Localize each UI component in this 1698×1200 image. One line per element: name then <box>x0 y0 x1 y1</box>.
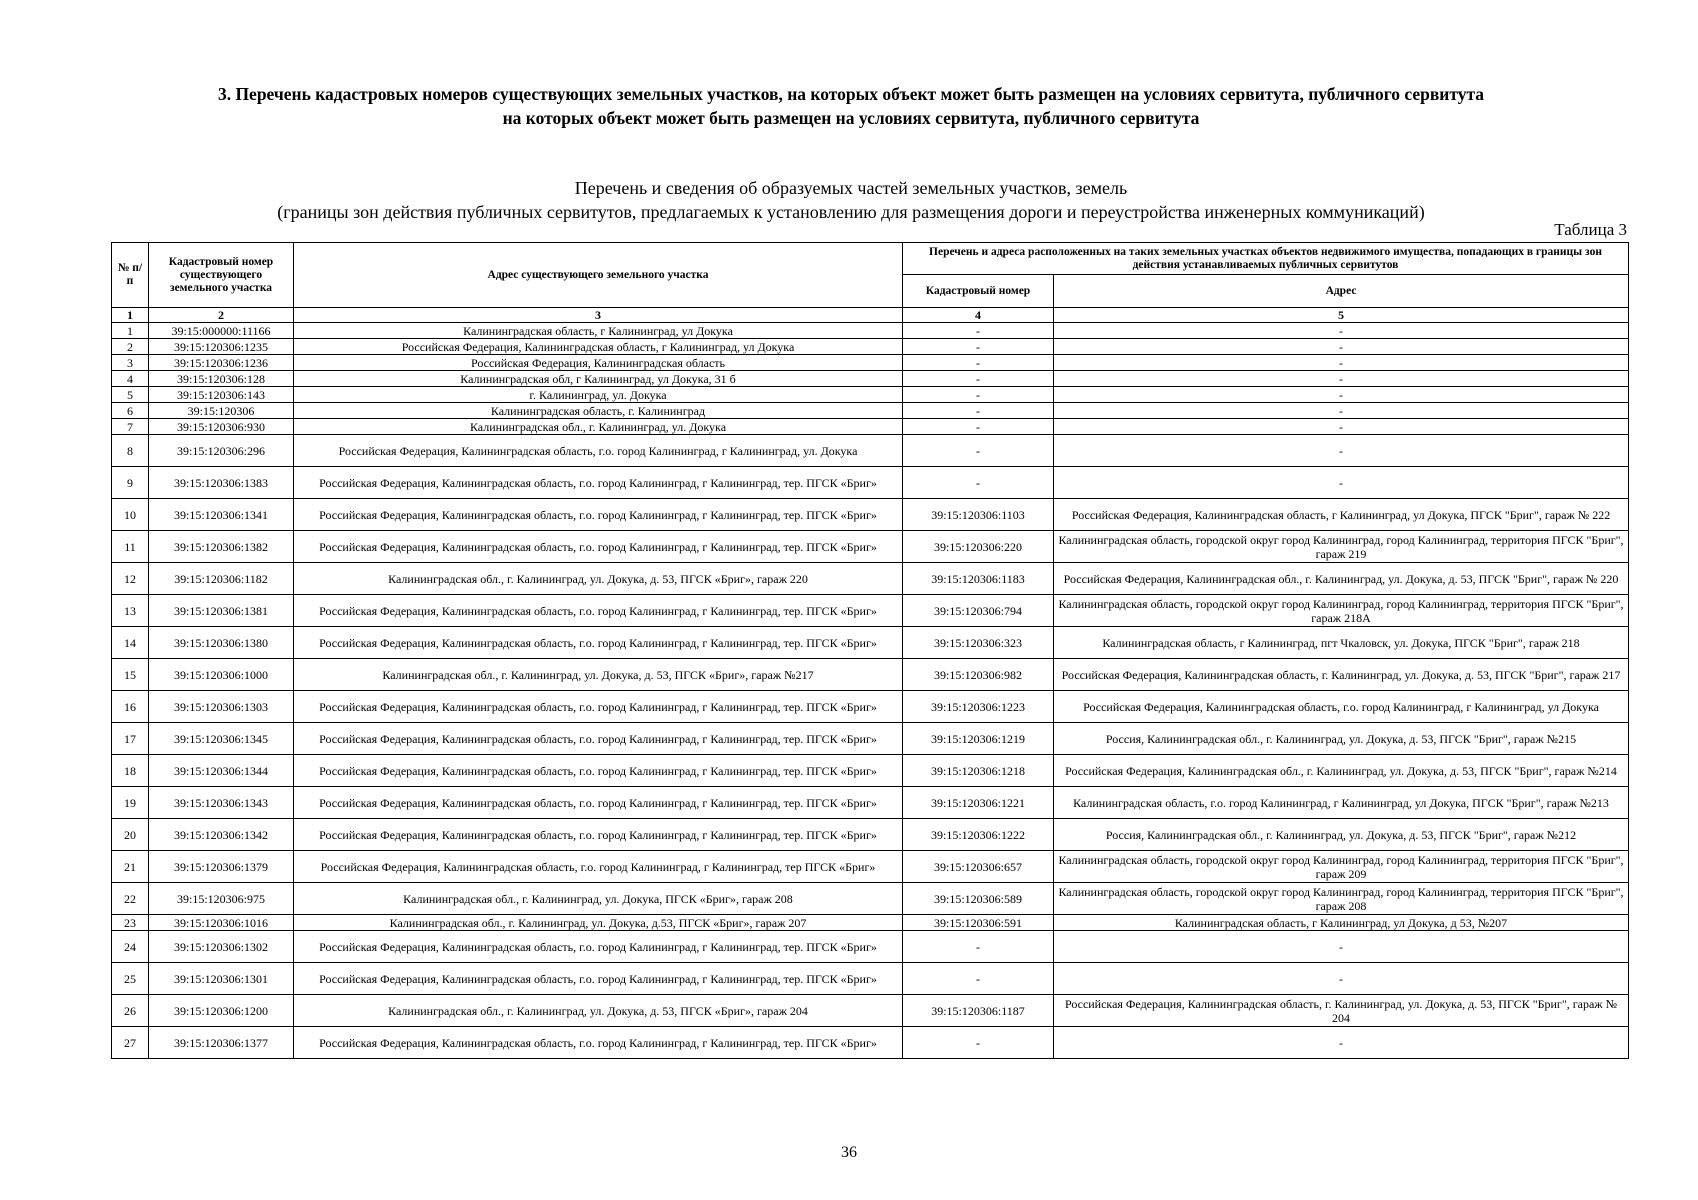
row-number-cell: 17 <box>112 723 149 755</box>
header-address: Адрес существующего земельного участка <box>294 243 903 308</box>
table-row <box>112 339 1629 355</box>
parcel-address-cell: Калининградская обл., г. Калининград, ул. Докука <box>294 419 903 435</box>
parcel-address-cell: Российская Федерация, Калининградская область, г.о. город Калининград, г Калининград, ул. Докука <box>294 435 903 467</box>
object-address-cell: - <box>1054 323 1629 339</box>
object-cadastral-cell: - <box>903 355 1054 371</box>
header-obj-cadastral: Кадастровый номер <box>903 275 1054 308</box>
table-row <box>112 563 1629 595</box>
object-address-cell: Российская Федерация, Калининградская область, г. Калининград, ул. Докука, д. 53, ПГСК "Бриг", гараж № 204 <box>1054 995 1629 1027</box>
object-cadastral-cell: - <box>903 467 1054 499</box>
object-address-cell: Российская Федерация, Калининградская обл., г. Калининград, ул. Докука, д. 53, ПГСК "Бриг", гараж № 220 <box>1054 563 1629 595</box>
cadastral-number-cell: 39:15:120306:1380 <box>149 627 294 659</box>
parcel-address-cell: Калининградская обл., г. Калининград, ул. Докука, д.53, ПГСК «Бриг», гараж 207 <box>294 915 903 931</box>
object-address-cell: - <box>1054 467 1629 499</box>
parcel-address-cell: Российская Федерация, Калининградская область, г.о. город Калининград, г Калининград, тер. ПГСК «Бриг» <box>294 931 903 963</box>
object-cadastral-cell: 39:15:120306:982 <box>903 659 1054 691</box>
cadastral-number-cell: 39:15:120306:1343 <box>149 787 294 819</box>
object-address-cell: Калининградская область, городской округ город Калининград, город Калининград, территория ПГСК "Бриг", гараж 209 <box>1054 851 1629 883</box>
table-subtitle <box>110 176 1592 224</box>
object-cadastral-cell: 39:15:120306:657 <box>903 851 1054 883</box>
column-number: 2 <box>149 308 294 323</box>
object-cadastral-cell: - <box>903 403 1054 419</box>
object-cadastral-cell: 39:15:120306:1183 <box>903 563 1054 595</box>
object-cadastral-cell: 39:15:120306:591 <box>903 915 1054 931</box>
row-number-cell: 9 <box>112 467 149 499</box>
section-heading-line1: 3. Перечень кадастровых номеров существующих земельных участков, на которых объект может быть размещен на условиях сервитута, публичного сервитута <box>217 84 1485 104</box>
object-cadastral-cell: - <box>903 323 1054 339</box>
table-row <box>112 467 1629 499</box>
column-number: 5 <box>1054 308 1629 323</box>
cadastral-number-cell: 39:15:120306:930 <box>149 419 294 435</box>
object-address-cell: Российская Федерация, Калининградская область, г.о. город Калининград, г Калининград, ул Докука <box>1054 691 1629 723</box>
cadastral-number-cell: 39:15:120306:1383 <box>149 467 294 499</box>
object-cadastral-cell: 39:15:120306:1103 <box>903 499 1054 531</box>
table-row <box>112 435 1629 467</box>
row-number-cell: 13 <box>112 595 149 627</box>
row-number-cell: 16 <box>112 691 149 723</box>
cadastral-number-cell: 39:15:120306:1344 <box>149 755 294 787</box>
object-cadastral-cell: 39:15:120306:323 <box>903 627 1054 659</box>
section-heading-line2: на которых объект может быть размещен на условиях сервитута, публичного сервитута <box>502 108 1200 128</box>
cadastral-number-cell: 39:15:120306:1200 <box>149 995 294 1027</box>
cadastral-number-cell: 39:15:120306:975 <box>149 883 294 915</box>
row-number-cell: 7 <box>112 419 149 435</box>
row-number-cell: 8 <box>112 435 149 467</box>
table-row <box>112 355 1629 371</box>
row-number-cell: 15 <box>112 659 149 691</box>
table-label: Таблица 3 <box>1554 220 1627 239</box>
object-address-cell: Россия, Калининградская обл., г. Калининград, ул. Докука, д. 53, ПГСК "Бриг", гараж №212 <box>1054 819 1629 851</box>
table-row <box>112 531 1629 563</box>
cadastral-number-cell: 39:15:120306:1182 <box>149 563 294 595</box>
cadastral-number-cell: 39:15:120306:1382 <box>149 531 294 563</box>
row-number-cell: 25 <box>112 963 149 995</box>
table-row <box>112 323 1629 339</box>
table-row <box>112 995 1629 1027</box>
table-row <box>112 627 1629 659</box>
parcel-address-cell: Российская Федерация, Калининградская область <box>294 355 903 371</box>
parcel-address-cell: Российская Федерация, Калининградская область, г Калининград, ул Докука <box>294 339 903 355</box>
row-number-cell: 14 <box>112 627 149 659</box>
row-number-cell: 10 <box>112 499 149 531</box>
object-address-cell: - <box>1054 963 1629 995</box>
cadastral-number-cell: 39:15:000000:11166 <box>149 323 294 339</box>
parcel-address-cell: Российская Федерация, Калининградская область, г.о. город Калининград, г Калининград, тер. ПГСК «Бриг» <box>294 467 903 499</box>
parcel-address-cell: Российская Федерация, Калининградская область, г.о. город Калининград, г Калининград, тер ПГСК «Бриг» <box>294 851 903 883</box>
object-address-cell: - <box>1054 419 1629 435</box>
row-number-cell: 1 <box>112 323 149 339</box>
table-row <box>112 371 1629 387</box>
table-row <box>112 787 1629 819</box>
parcel-address-cell: Российская Федерация, Калининградская область, г.о. город Калининград, г Калининград, тер. ПГСК «Бриг» <box>294 723 903 755</box>
object-address-cell: Россия, Калининградская обл., г. Калининград, ул. Докука, д. 53, ПГСК "Бриг", гараж №215 <box>1054 723 1629 755</box>
cadastral-number-cell: 39:15:120306:1302 <box>149 931 294 963</box>
row-number-cell: 2 <box>112 339 149 355</box>
object-cadastral-cell: - <box>903 339 1054 355</box>
object-cadastral-cell: 39:15:120306:589 <box>903 883 1054 915</box>
object-address-cell: Российская Федерация, Калининградская обл., г. Калининград, ул. Докука, д. 53, ПГСК "Бриг", гараж №214 <box>1054 755 1629 787</box>
row-number-cell: 5 <box>112 387 149 403</box>
table-row <box>112 963 1629 995</box>
cadastral-number-cell: 39:15:120306:1016 <box>149 915 294 931</box>
row-number-cell: 19 <box>112 787 149 819</box>
row-number-cell: 4 <box>112 371 149 387</box>
parcel-address-cell: Российская Федерация, Калининградская область, г.о. город Калининград, г Калининград, тер. ПГСК «Бриг» <box>294 963 903 995</box>
table-row <box>112 419 1629 435</box>
table-row <box>112 915 1629 931</box>
parcels-table <box>111 242 1629 1059</box>
parcel-address-cell: Российская Федерация, Калининградская область, г.о. город Калининград, г Калининград, тер. ПГСК «Бриг» <box>294 755 903 787</box>
cadastral-number-cell: 39:15:120306:1377 <box>149 1027 294 1059</box>
object-cadastral-cell: 39:15:120306:1222 <box>903 819 1054 851</box>
row-number-cell: 21 <box>112 851 149 883</box>
object-cadastral-cell: - <box>903 387 1054 403</box>
object-address-cell: Калининградская область, г Калининград, ул Докука, д 53, №207 <box>1054 915 1629 931</box>
row-number-cell: 22 <box>112 883 149 915</box>
object-cadastral-cell: 39:15:120306:1219 <box>903 723 1054 755</box>
object-address-cell: Российская Федерация, Калининградская область, г. Калининград, ул. Докука, д. 53, ПГСК "Бриг", гараж 217 <box>1054 659 1629 691</box>
header-objects-group: Перечень и адреса расположенных на таких земельных участках объектов недвижимого имущества, попадающих в границы зон действия устанавливаемых публичных сервитутов <box>903 243 1629 275</box>
table-row <box>112 595 1629 627</box>
table-row <box>112 819 1629 851</box>
object-address-cell: Российская Федерация, Калининградская область, г Калининград, ул Докука, ПГСК "Бриг", гараж № 222 <box>1054 499 1629 531</box>
parcel-address-cell: Калининградская обл, г Калининград, ул Докука, 31 б <box>294 371 903 387</box>
row-number-cell: 6 <box>112 403 149 419</box>
object-cadastral-cell: 39:15:120306:220 <box>903 531 1054 563</box>
object-cadastral-cell: 39:15:120306:1221 <box>903 787 1054 819</box>
cadastral-number-cell: 39:15:120306:1000 <box>149 659 294 691</box>
cadastral-number-cell: 39:15:120306:1341 <box>149 499 294 531</box>
object-address-cell: Калининградская область, г Калининград, пгт Чкаловск, ул. Докука, ПГСК "Бриг", гараж 218 <box>1054 627 1629 659</box>
column-number: 1 <box>112 308 149 323</box>
column-numbers-row <box>112 308 1629 323</box>
cadastral-number-cell: 39:15:120306:143 <box>149 387 294 403</box>
table-row <box>112 387 1629 403</box>
object-cadastral-cell: - <box>903 1027 1054 1059</box>
row-number-cell: 3 <box>112 355 149 371</box>
parcel-address-cell: Российская Федерация, Калининградская область, г.о. город Калининград, г Калининград, тер. ПГСК «Бриг» <box>294 627 903 659</box>
table-row <box>112 755 1629 787</box>
object-address-cell: - <box>1054 931 1629 963</box>
cadastral-number-cell: 39:15:120306:1342 <box>149 819 294 851</box>
object-cadastral-cell: 39:15:120306:1187 <box>903 995 1054 1027</box>
row-number-cell: 18 <box>112 755 149 787</box>
table-row <box>112 1027 1629 1059</box>
parcel-address-cell: Калининградская область, г. Калининград <box>294 403 903 419</box>
row-number-cell: 26 <box>112 995 149 1027</box>
table-row <box>112 499 1629 531</box>
object-address-cell: - <box>1054 387 1629 403</box>
object-address-cell: Калининградская область, городской округ город Калининград, город Калининград, территория ПГСК "Бриг", гараж 219 <box>1054 531 1629 563</box>
object-cadastral-cell: - <box>903 931 1054 963</box>
object-address-cell: - <box>1054 355 1629 371</box>
header-cadastral: Кадастровый номер существующего земельного участка <box>149 243 294 308</box>
object-cadastral-cell: 39:15:120306:1223 <box>903 691 1054 723</box>
object-address-cell: Калининградская область, городской округ город Калининград, город Калининград, территория ПГСК "Бриг", гараж 218А <box>1054 595 1629 627</box>
column-number: 3 <box>294 308 903 323</box>
parcel-address-cell: г. Калининград, ул. Докука <box>294 387 903 403</box>
parcel-address-cell: Российская Федерация, Калининградская область, г.о. город Калининград, г Калининград, тер. ПГСК «Бриг» <box>294 1027 903 1059</box>
row-number-cell: 23 <box>112 915 149 931</box>
parcel-address-cell: Российская Федерация, Калининградская область, г.о. город Калининград, г Калининград, тер. ПГСК «Бриг» <box>294 499 903 531</box>
object-cadastral-cell: 39:15:120306:794 <box>903 595 1054 627</box>
column-number: 4 <box>903 308 1054 323</box>
table-row <box>112 883 1629 915</box>
row-number-cell: 27 <box>112 1027 149 1059</box>
cadastral-number-cell: 39:15:120306:1301 <box>149 963 294 995</box>
object-cadastral-cell: 39:15:120306:1218 <box>903 755 1054 787</box>
table-row <box>112 691 1629 723</box>
section-heading <box>110 82 1592 130</box>
object-address-cell: - <box>1054 403 1629 419</box>
parcel-address-cell: Калининградская обл., г. Калининград, ул. Докука, д. 53, ПГСК «Бриг», гараж №217 <box>294 659 903 691</box>
table-body <box>112 308 1629 1059</box>
object-address-cell: - <box>1054 371 1629 387</box>
cadastral-number-cell: 39:15:120306:1345 <box>149 723 294 755</box>
parcel-address-cell: Калининградская обл., г. Калининград, ул. Докука, ПГСК «Бриг», гараж 208 <box>294 883 903 915</box>
parcel-address-cell: Калининградская обл., г. Калининград, ул. Докука, д. 53, ПГСК «Бриг», гараж 204 <box>294 995 903 1027</box>
cadastral-number-cell: 39:15:120306 <box>149 403 294 419</box>
parcel-address-cell: Российская Федерация, Калининградская область, г.о. город Калининград, г Калининград, тер. ПГСК «Бриг» <box>294 787 903 819</box>
row-number-cell: 12 <box>112 563 149 595</box>
cadastral-number-cell: 39:15:120306:1379 <box>149 851 294 883</box>
table-row <box>112 403 1629 419</box>
table-subtitle-line2: (границы зон действия публичных сервитутов, предлагаемых к установлению для размещения дороги и переустройства инженерных коммуникаций) <box>277 202 1425 222</box>
object-cadastral-cell: - <box>903 435 1054 467</box>
cadastral-number-cell: 39:15:120306:1303 <box>149 691 294 723</box>
parcel-address-cell: Калининградская обл., г. Калининград, ул. Докука, д. 53, ПГСК «Бриг», гараж 220 <box>294 563 903 595</box>
cadastral-number-cell: 39:15:120306:1235 <box>149 339 294 355</box>
parcel-address-cell: Российская Федерация, Калининградская область, г.о. город Калининград, г Калининград, тер. ПГСК «Бриг» <box>294 819 903 851</box>
header-obj-address: Адрес <box>1054 275 1629 308</box>
table-row <box>112 931 1629 963</box>
page-number: 36 <box>841 1144 857 1161</box>
table-row <box>112 659 1629 691</box>
parcel-address-cell: Российская Федерация, Калининградская область, г.о. город Калининград, г Калининград, тер. ПГСК «Бриг» <box>294 691 903 723</box>
object-cadastral-cell: - <box>903 419 1054 435</box>
cadastral-number-cell: 39:15:120306:1381 <box>149 595 294 627</box>
parcel-address-cell: Российская Федерация, Калининградская область, г.о. город Калининград, г Калининград, тер. ПГСК «Бриг» <box>294 531 903 563</box>
table-row <box>112 723 1629 755</box>
object-address-cell: - <box>1054 435 1629 467</box>
object-cadastral-cell: - <box>903 371 1054 387</box>
header-num: № п/п <box>112 243 149 308</box>
object-address-cell: Калининградская область, г.о. город Калининград, г Калининград, ул Докука, ПГСК "Бриг", гараж №213 <box>1054 787 1629 819</box>
parcel-address-cell: Калининградская область, г Калининград, ул Докука <box>294 323 903 339</box>
object-address-cell: - <box>1054 339 1629 355</box>
parcel-address-cell: Российская Федерация, Калининградская область, г.о. город Калининград, г Калининград, тер. ПГСК «Бриг» <box>294 595 903 627</box>
cadastral-number-cell: 39:15:120306:128 <box>149 371 294 387</box>
table-row <box>112 851 1629 883</box>
cadastral-number-cell: 39:15:120306:1236 <box>149 355 294 371</box>
object-address-cell: Калининградская область, городской округ город Калининград, город Калининград, территория ПГСК "Бриг", гараж 208 <box>1054 883 1629 915</box>
object-address-cell: - <box>1054 1027 1629 1059</box>
object-cadastral-cell: - <box>903 963 1054 995</box>
table-subtitle-line1: Перечень и сведения об образуемых частей земельных участков, земель <box>574 178 1128 198</box>
cadastral-number-cell: 39:15:120306:296 <box>149 435 294 467</box>
row-number-cell: 20 <box>112 819 149 851</box>
row-number-cell: 24 <box>112 931 149 963</box>
row-number-cell: 11 <box>112 531 149 563</box>
